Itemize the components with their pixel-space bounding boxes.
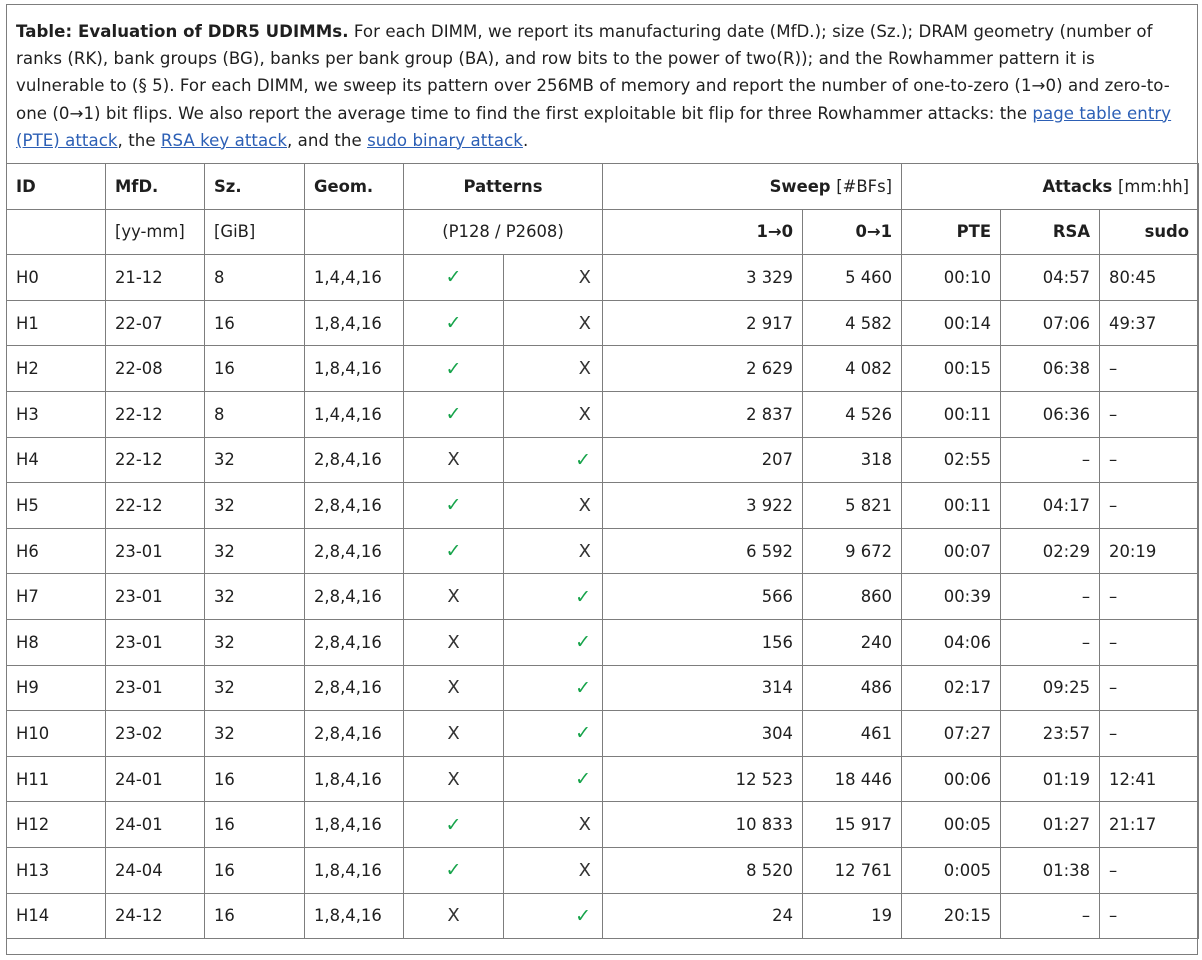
- cell-pte-time: 00:11: [902, 391, 1001, 437]
- cell-geometry: 2,8,4,16: [305, 665, 404, 711]
- cell-rsa-time: 01:27: [1001, 802, 1100, 848]
- caption-text: , and the: [287, 130, 368, 150]
- cell-pte-time: 00:05: [902, 802, 1001, 848]
- cell-geometry: 2,8,4,16: [305, 483, 404, 529]
- cell-size: 16: [205, 756, 305, 802]
- cell-pattern-p2608: [504, 847, 603, 893]
- cell-bitflips-one-to-zero: 207: [603, 437, 803, 483]
- table-row: [7, 300, 1199, 346]
- cell-pte-time: 00:10: [902, 255, 1001, 301]
- cell-id: H7: [7, 574, 106, 620]
- cell-sudo-time: –: [1100, 711, 1199, 757]
- checkmark-icon: ✓: [575, 722, 591, 745]
- checkmark-icon: ✓: [445, 266, 462, 289]
- header-row: [7, 164, 1199, 210]
- cell-pattern-p128: [404, 437, 504, 483]
- cell-id: H6: [7, 528, 106, 574]
- cell-sudo-time: –: [1100, 437, 1199, 483]
- cell-sudo-time: –: [1100, 893, 1199, 939]
- cell-size: 16: [205, 300, 305, 346]
- cell-pattern-p128: [404, 528, 504, 574]
- cell-geometry: 1,8,4,16: [305, 346, 404, 392]
- cell-geometry: 2,8,4,16: [305, 619, 404, 665]
- cell-sudo-time: –: [1100, 391, 1199, 437]
- cell-bitflips-one-to-zero: 12 523: [603, 756, 803, 802]
- header-sweep-unit: [#BFs]: [836, 176, 893, 196]
- checkmark-icon: ✓: [575, 768, 591, 791]
- cell-rsa-time: 04:17: [1001, 483, 1100, 529]
- table-row: [7, 619, 1199, 665]
- cell-mfd: 23-01: [106, 574, 205, 620]
- cell-rsa-time: –: [1001, 437, 1100, 483]
- cell-geometry: 1,8,4,16: [305, 893, 404, 939]
- cell-size: 16: [205, 802, 305, 848]
- table-row: [7, 391, 1199, 437]
- cell-bitflips-zero-to-one: 18 446: [803, 756, 902, 802]
- cell-pattern-p2608: [504, 665, 603, 711]
- cross-icon: X: [578, 312, 591, 334]
- cell-size: 16: [205, 893, 305, 939]
- cross-icon: X: [447, 905, 460, 927]
- caption-text: For each DIMM, we report its manufacturing date (MfD.); size (Sz.); DRAM geometry (number of ranks (RK), bank groups (BG), banks per bank group (BA), and row bits to the power of two(R)); and the Rowhammer pattern it is vulnerable to (§ 5). For each DIMM, we sweep its pattern over 256MB of memory and report the number of one-to-zero (1→0) and zero-to-one (0→1) bit flips. We also report the average time to find the first exploitable bit flip for three Rowhammer attacks: the: [16, 22, 1170, 123]
- header-attacks-unit: [mm:hh]: [1118, 176, 1190, 196]
- cell-id: H1: [7, 300, 106, 346]
- cell-id: H10: [7, 711, 106, 757]
- cell-pte-time: 07:27: [902, 711, 1001, 757]
- subheader-empty: [7, 209, 106, 255]
- subheader-one-to-zero: 1→0: [603, 209, 803, 255]
- cell-pattern-p2608: [504, 619, 603, 665]
- cell-bitflips-zero-to-one: 4 526: [803, 391, 902, 437]
- cell-pte-time: 00:15: [902, 346, 1001, 392]
- cell-mfd: 22-12: [106, 391, 205, 437]
- cell-sudo-time: –: [1100, 847, 1199, 893]
- cell-bitflips-one-to-zero: 3 922: [603, 483, 803, 529]
- cell-mfd: 24-12: [106, 893, 205, 939]
- cell-size: 32: [205, 619, 305, 665]
- cross-icon: X: [447, 722, 460, 744]
- cell-sudo-time: –: [1100, 619, 1199, 665]
- cross-icon: X: [578, 403, 591, 425]
- cell-bitflips-one-to-zero: 8 520: [603, 847, 803, 893]
- cell-pte-time: 20:15: [902, 893, 1001, 939]
- cell-pattern-p2608: [504, 346, 603, 392]
- cell-mfd: 22-12: [106, 483, 205, 529]
- cell-pattern-p128: [404, 300, 504, 346]
- header-patterns: Patterns: [404, 164, 603, 210]
- cell-mfd: 22-07: [106, 300, 205, 346]
- cell-rsa-time: –: [1001, 893, 1100, 939]
- cell-bitflips-zero-to-one: 4 582: [803, 300, 902, 346]
- cell-bitflips-one-to-zero: 2 917: [603, 300, 803, 346]
- cell-rsa-time: 01:19: [1001, 756, 1100, 802]
- cell-pattern-p128: [404, 391, 504, 437]
- cell-id: H3: [7, 391, 106, 437]
- cross-icon: X: [578, 540, 591, 562]
- cell-size: 32: [205, 711, 305, 757]
- caption-text: , the: [117, 130, 161, 150]
- cross-icon: X: [447, 768, 460, 790]
- checkmark-icon: ✓: [445, 494, 462, 517]
- cell-bitflips-zero-to-one: 461: [803, 711, 902, 757]
- cell-bitflips-zero-to-one: 318: [803, 437, 902, 483]
- cell-pattern-p2608: [504, 893, 603, 939]
- cell-pattern-p128: [404, 893, 504, 939]
- header-geometry: Geom.: [305, 164, 404, 210]
- cell-size: 32: [205, 437, 305, 483]
- cell-pattern-p128: [404, 574, 504, 620]
- cell-pattern-p2608: [504, 528, 603, 574]
- cell-bitflips-zero-to-one: 486: [803, 665, 902, 711]
- cell-pte-time: 00:06: [902, 756, 1001, 802]
- cell-pte-time: 00:39: [902, 574, 1001, 620]
- cell-pattern-p2608: [504, 391, 603, 437]
- cell-geometry: 1,8,4,16: [305, 802, 404, 848]
- caption-text: .: [522, 130, 529, 150]
- header-attacks: [902, 164, 1199, 210]
- cell-rsa-time: 09:25: [1001, 665, 1100, 711]
- cell-pte-time: 00:11: [902, 483, 1001, 529]
- cell-rsa-time: 07:06: [1001, 300, 1100, 346]
- cell-mfd: 23-01: [106, 619, 205, 665]
- cross-icon: X: [578, 494, 591, 516]
- cell-pattern-p128: [404, 756, 504, 802]
- checkmark-icon: ✓: [575, 448, 591, 471]
- cell-bitflips-zero-to-one: 19: [803, 893, 902, 939]
- header-sweep: [603, 164, 902, 210]
- cell-bitflips-one-to-zero: 24: [603, 893, 803, 939]
- cell-size: 32: [205, 574, 305, 620]
- checkmark-icon: ✓: [575, 676, 591, 699]
- cell-sudo-time: –: [1100, 665, 1199, 711]
- table-body: [7, 255, 1199, 939]
- cell-mfd: 23-01: [106, 665, 205, 711]
- cell-geometry: 2,8,4,16: [305, 711, 404, 757]
- cell-geometry: 2,8,4,16: [305, 528, 404, 574]
- cell-rsa-time: 06:36: [1001, 391, 1100, 437]
- cell-rsa-time: 01:38: [1001, 847, 1100, 893]
- cell-bitflips-one-to-zero: 304: [603, 711, 803, 757]
- cell-sudo-time: –: [1100, 346, 1199, 392]
- cell-pattern-p2608: [504, 802, 603, 848]
- table-row: [7, 711, 1199, 757]
- cell-pattern-p2608: [504, 574, 603, 620]
- cell-geometry: 1,8,4,16: [305, 300, 404, 346]
- cell-pte-time: 00:14: [902, 300, 1001, 346]
- cross-icon: X: [578, 814, 591, 836]
- cell-mfd: 22-12: [106, 437, 205, 483]
- cell-pte-time: 02:17: [902, 665, 1001, 711]
- caption-title: Table: Evaluation of DDR5 UDIMMs.: [16, 22, 349, 41]
- cell-sudo-time: –: [1100, 574, 1199, 620]
- cell-pattern-p2608: [504, 437, 603, 483]
- subheader-zero-to-one: 0→1: [803, 209, 902, 255]
- cell-id: H4: [7, 437, 106, 483]
- cell-id: H11: [7, 756, 106, 802]
- cell-bitflips-one-to-zero: 6 592: [603, 528, 803, 574]
- cell-geometry: 2,8,4,16: [305, 437, 404, 483]
- table-row: [7, 528, 1199, 574]
- cell-rsa-time: 06:38: [1001, 346, 1100, 392]
- cell-bitflips-one-to-zero: 2 837: [603, 391, 803, 437]
- table-row: [7, 802, 1199, 848]
- table-row: [7, 665, 1199, 711]
- cell-id: H2: [7, 346, 106, 392]
- table-row: [7, 893, 1199, 939]
- checkmark-icon: ✓: [575, 904, 591, 927]
- table-row: [7, 483, 1199, 529]
- cell-bitflips-zero-to-one: 15 917: [803, 802, 902, 848]
- cell-bitflips-one-to-zero: 314: [603, 665, 803, 711]
- cross-icon: X: [447, 586, 460, 608]
- cell-rsa-time: –: [1001, 574, 1100, 620]
- cell-pattern-p128: [404, 619, 504, 665]
- cross-icon: X: [578, 859, 591, 881]
- cell-bitflips-zero-to-one: 9 672: [803, 528, 902, 574]
- cell-size: 32: [205, 483, 305, 529]
- ddr5-evaluation-table: [6, 163, 1199, 939]
- cell-pattern-p2608: [504, 756, 603, 802]
- cell-size: 8: [205, 391, 305, 437]
- checkmark-icon: ✓: [445, 859, 462, 882]
- subheader-row: [7, 209, 1199, 255]
- cell-pattern-p128: [404, 802, 504, 848]
- cell-bitflips-one-to-zero: 566: [603, 574, 803, 620]
- cell-rsa-time: 02:29: [1001, 528, 1100, 574]
- checkmark-icon: ✓: [575, 631, 591, 654]
- cell-sudo-time: 20:19: [1100, 528, 1199, 574]
- cell-id: H8: [7, 619, 106, 665]
- cell-mfd: 24-01: [106, 756, 205, 802]
- cell-pattern-p128: [404, 483, 504, 529]
- pte-attack-link[interactable]: page table entry (PTE) attack: [16, 103, 1172, 150]
- cell-sudo-time: 49:37: [1100, 300, 1199, 346]
- cell-size: 8: [205, 255, 305, 301]
- cell-sudo-time: 12:41: [1100, 756, 1199, 802]
- cross-icon: X: [447, 677, 460, 699]
- cell-pattern-p128: [404, 255, 504, 301]
- cell-id: H5: [7, 483, 106, 529]
- table-row: [7, 255, 1199, 301]
- cross-icon: X: [447, 631, 460, 653]
- header-mfd: MfD.: [106, 164, 205, 210]
- cell-bitflips-zero-to-one: 12 761: [803, 847, 902, 893]
- cell-sudo-time: 80:45: [1100, 255, 1199, 301]
- cell-pte-time: 00:07: [902, 528, 1001, 574]
- checkmark-icon: ✓: [445, 540, 462, 563]
- cell-bitflips-one-to-zero: 3 329: [603, 255, 803, 301]
- cell-id: H13: [7, 847, 106, 893]
- cell-pattern-p128: [404, 665, 504, 711]
- cell-id: H9: [7, 665, 106, 711]
- table-frame: [6, 4, 1198, 955]
- cell-pte-time: 04:06: [902, 619, 1001, 665]
- checkmark-icon: ✓: [445, 357, 462, 380]
- cell-geometry: 1,8,4,16: [305, 847, 404, 893]
- cell-size: 16: [205, 346, 305, 392]
- cell-mfd: 23-02: [106, 711, 205, 757]
- cell-sudo-time: –: [1100, 483, 1199, 529]
- cell-mfd: 23-01: [106, 528, 205, 574]
- sudo-attack-link[interactable]: sudo binary attack: [367, 130, 523, 150]
- cross-icon: X: [447, 449, 460, 471]
- cell-pattern-p2608: [504, 711, 603, 757]
- table-caption: [7, 5, 1197, 163]
- cell-size: 32: [205, 665, 305, 711]
- cell-bitflips-zero-to-one: 240: [803, 619, 902, 665]
- cell-id: H12: [7, 802, 106, 848]
- cell-rsa-time: 23:57: [1001, 711, 1100, 757]
- cell-bitflips-one-to-zero: 10 833: [603, 802, 803, 848]
- subheader-pte: PTE: [902, 209, 1001, 255]
- cell-id: H0: [7, 255, 106, 301]
- cell-pattern-p128: [404, 346, 504, 392]
- cell-bitflips-one-to-zero: 2 629: [603, 346, 803, 392]
- cross-icon: X: [578, 266, 591, 288]
- cell-geometry: 1,4,4,16: [305, 391, 404, 437]
- header-id: ID: [7, 164, 106, 210]
- table-row: [7, 756, 1199, 802]
- cell-id: H14: [7, 893, 106, 939]
- subheader-patterns: (P128 / P2608): [404, 209, 603, 255]
- cell-mfd: 21-12: [106, 255, 205, 301]
- cell-mfd: 22-08: [106, 346, 205, 392]
- checkmark-icon: ✓: [445, 312, 462, 335]
- cell-pattern-p128: [404, 847, 504, 893]
- rsa-attack-link[interactable]: RSA key attack: [160, 130, 288, 150]
- cross-icon: X: [578, 358, 591, 380]
- checkmark-icon: ✓: [575, 585, 591, 608]
- checkmark-icon: ✓: [445, 813, 462, 836]
- cell-mfd: 24-01: [106, 802, 205, 848]
- checkmark-icon: ✓: [445, 403, 462, 426]
- cell-bitflips-zero-to-one: 5 460: [803, 255, 902, 301]
- cell-pattern-p2608: [504, 483, 603, 529]
- cell-sudo-time: 21:17: [1100, 802, 1199, 848]
- cell-geometry: 1,4,4,16: [305, 255, 404, 301]
- table-row: [7, 574, 1199, 620]
- cell-bitflips-zero-to-one: 860: [803, 574, 902, 620]
- cell-pattern-p2608: [504, 300, 603, 346]
- cell-mfd: 24-04: [106, 847, 205, 893]
- header-attacks-label: Attacks: [1042, 176, 1113, 196]
- cell-geometry: 2,8,4,16: [305, 574, 404, 620]
- subheader-rsa: RSA: [1001, 209, 1100, 255]
- subheader-empty: [305, 209, 404, 255]
- header-sweep-label: Sweep: [769, 176, 831, 196]
- cell-pte-time: 0:005: [902, 847, 1001, 893]
- cell-bitflips-one-to-zero: 156: [603, 619, 803, 665]
- cell-bitflips-zero-to-one: 4 082: [803, 346, 902, 392]
- subheader-sudo: sudo: [1100, 209, 1199, 255]
- table-row: [7, 437, 1199, 483]
- cell-pte-time: 02:55: [902, 437, 1001, 483]
- header-size: Sz.: [205, 164, 305, 210]
- cell-pattern-p2608: [504, 255, 603, 301]
- cell-size: 16: [205, 847, 305, 893]
- subheader-size-unit: [GiB]: [205, 209, 305, 255]
- cell-geometry: 1,8,4,16: [305, 756, 404, 802]
- table-row: [7, 847, 1199, 893]
- cell-rsa-time: –: [1001, 619, 1100, 665]
- cell-pattern-p128: [404, 711, 504, 757]
- cell-bitflips-zero-to-one: 5 821: [803, 483, 902, 529]
- subheader-mfd-unit: [yy-mm]: [106, 209, 205, 255]
- cell-size: 32: [205, 528, 305, 574]
- cell-rsa-time: 04:57: [1001, 255, 1100, 301]
- table-row: [7, 346, 1199, 392]
